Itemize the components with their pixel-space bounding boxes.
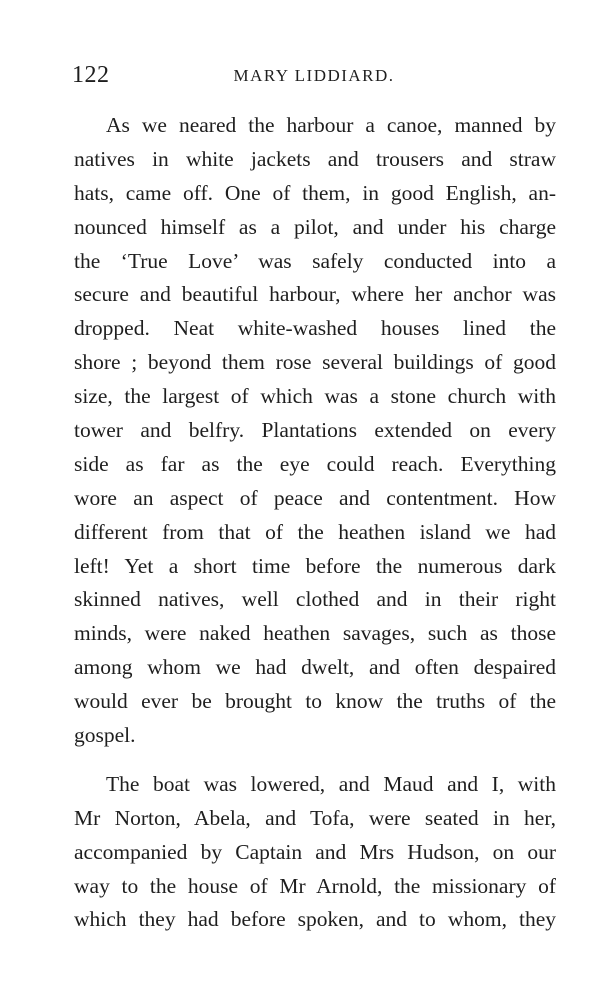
text-line: accompanied by Captain and Mrs Hudson, on our — [74, 839, 556, 864]
text-line: tower and belfry. Plantations extended on every — [74, 418, 556, 443]
text-line: dropped. Neat white-washed houses lined the — [74, 316, 556, 341]
text-line: left! Yet a short time before the numerous dark — [74, 553, 556, 578]
body-text — [74, 109, 556, 937]
paragraph-break — [74, 753, 556, 768]
text-line: would ever be brought to know the truths of the — [74, 689, 556, 714]
text-line: minds, were naked heathen savages, such as those — [74, 621, 556, 646]
text-line: size, the largest of which was a stone church with — [74, 384, 556, 409]
paragraph — [74, 109, 556, 753]
paragraph — [74, 768, 556, 937]
running-head: MARY LIDDIARD. — [233, 66, 395, 85]
text-line: As we neared the harbour a canoe, manned by — [106, 113, 556, 137]
text-line: which they had before spoken, and to whom, they — [74, 907, 556, 932]
text-line: hats, came off. One of them, in good English, an- — [74, 180, 556, 205]
text-line: shore ; beyond them rose several buildings of good — [74, 350, 556, 375]
text-line: gospel. — [74, 723, 136, 748]
text-line: nounced himself as a pilot, and under his charge — [74, 214, 556, 239]
text-line: Mr Norton, Abela, and Tofa, were seated in her, — [74, 805, 556, 830]
text-line: The boat was lowered, and Maud and I, with — [106, 771, 556, 796]
page-number: 122 — [72, 62, 110, 88]
text-line: side as far as the eye could reach. Everything — [74, 451, 556, 476]
text-line: natives in white jackets and trousers and straw — [74, 146, 556, 171]
text-line: skinned natives, well clothed and in their right — [74, 587, 556, 612]
text-line: secure and beautiful harbour, where her anchor was — [74, 282, 556, 307]
text-line: the ‘True Love’ was safely conducted into a — [74, 248, 556, 273]
text-line: among whom we had dwelt, and often despaired — [74, 655, 556, 680]
text-line: different from that of the heathen island we had — [74, 519, 556, 544]
page-header — [72, 62, 556, 92]
text-line: way to the house of Mr Arnold, the missionary of — [74, 873, 556, 898]
text-line: wore an aspect of peace and contentment. How — [74, 485, 556, 510]
